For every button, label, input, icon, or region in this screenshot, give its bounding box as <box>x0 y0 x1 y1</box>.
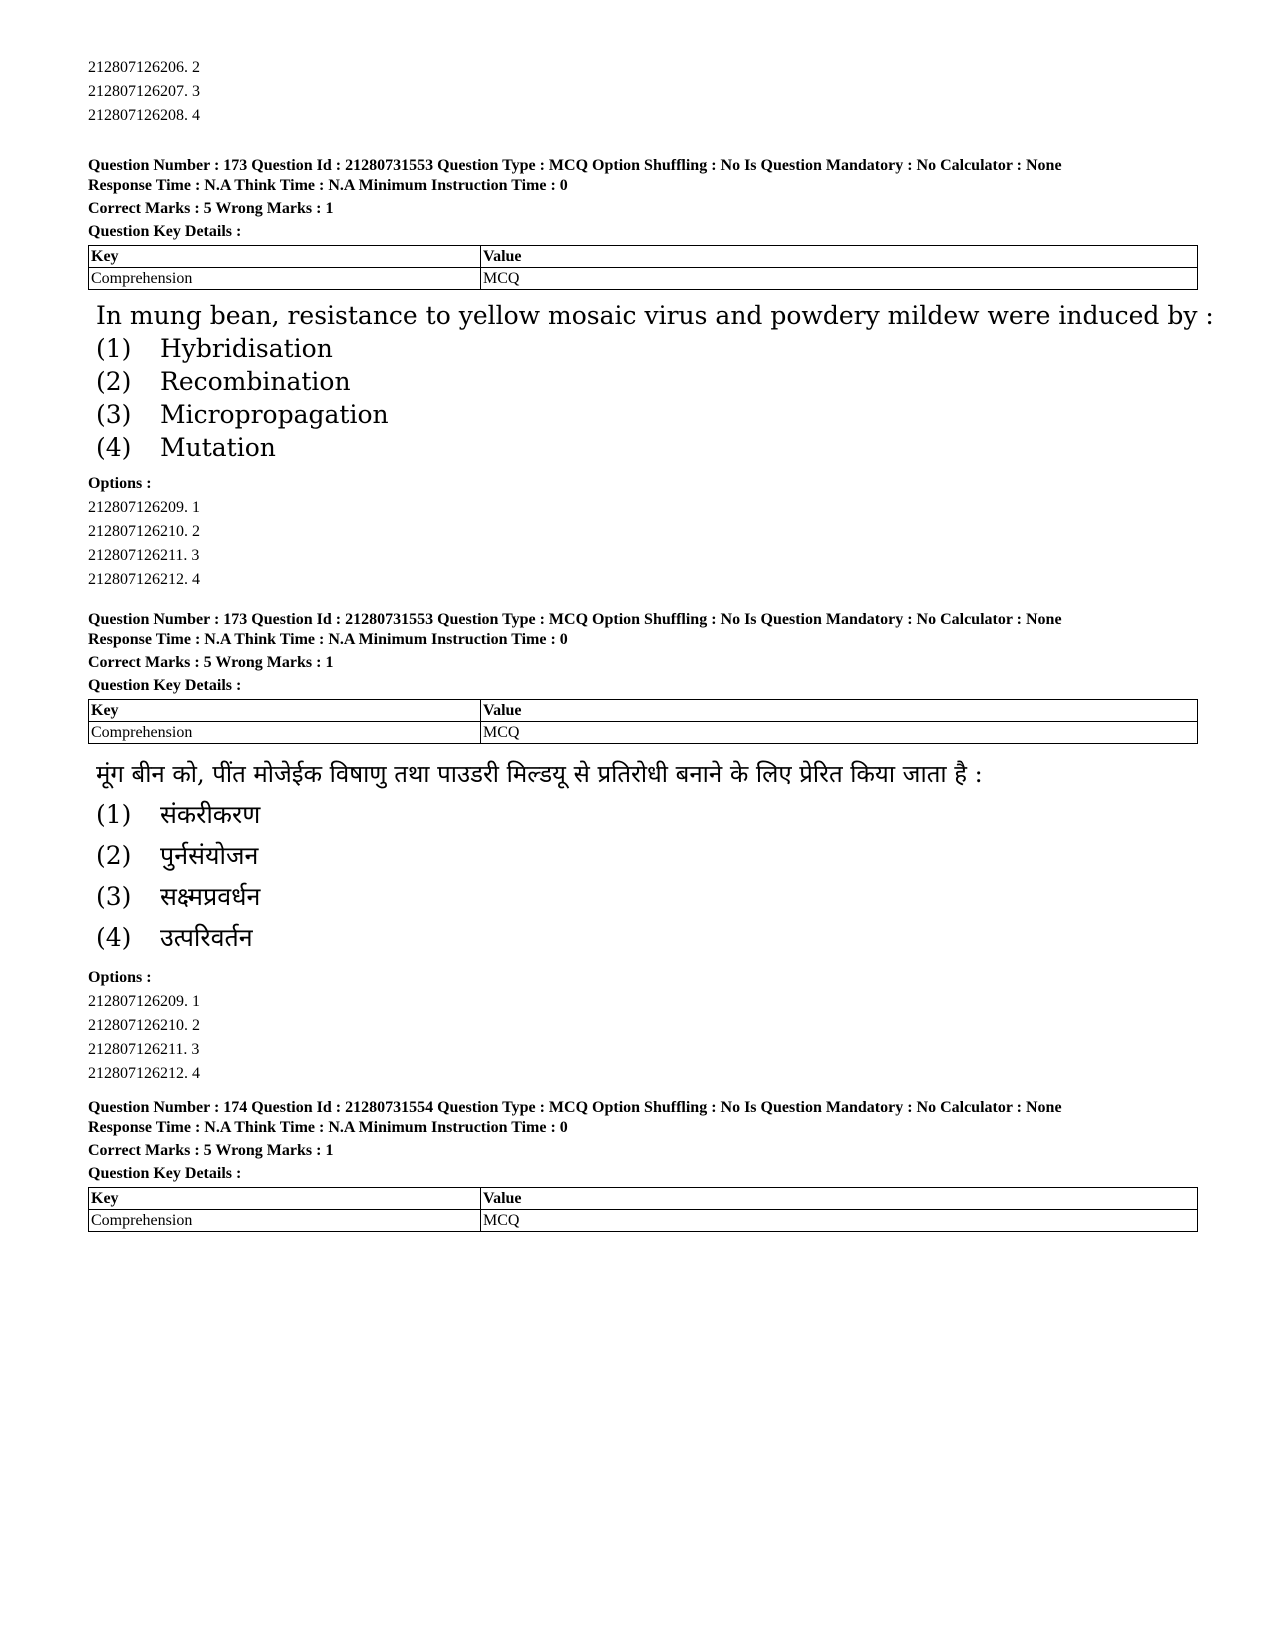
key-cell: Comprehension <box>89 722 481 744</box>
question-meta-line: Question Number : 173 Question Id : 21280731553 Question Type : MCQ Option Shuffling : No Is Question Mandatory : No Calculator : None <box>88 611 1062 628</box>
top-options-list <box>88 56 1198 128</box>
question-marks-line: Correct Marks : 5 Wrong Marks : 1 <box>88 654 334 671</box>
choice-number: (4) <box>96 433 132 462</box>
choice-number: (4) <box>96 923 132 952</box>
choice-number: (3) <box>96 882 132 911</box>
choice-text: संकरीकरण <box>160 800 261 829</box>
question-text: मूंग बीन को, पींत मोजेईक विषाणु तथा पाउडरी मिल्डयू से प्रतिरोधी बनाने के लिए प्रेरित किया जाता है : <box>96 760 983 788</box>
question-content <box>96 754 1198 958</box>
question-block-173-hindi <box>88 610 1198 1086</box>
option-line: 212807126209. 1 <box>88 499 200 516</box>
question-timing-line: Response Time : N.A Think Time : N.A Minimum Instruction Time : 0 <box>88 631 568 648</box>
option-line: 212807126210. 2 <box>88 1017 200 1034</box>
option-line: 212807126209. 1 <box>88 993 200 1010</box>
value-cell: MCQ <box>481 1210 1198 1232</box>
key-details-table <box>88 245 1198 290</box>
key-header-cell: Key <box>89 246 481 268</box>
question-text: In mung bean, resistance to yellow mosaic virus and powdery mildew were induced by : <box>96 301 1214 330</box>
key-details-table <box>88 1187 1198 1232</box>
value-header-cell: Value <box>481 1188 1198 1210</box>
option-line: 212807126207. 3 <box>88 83 200 100</box>
option-line: 212807126212. 4 <box>88 1065 200 1082</box>
question-meta-line: Question Number : 173 Question Id : 21280731553 Question Type : MCQ Option Shuffling : No Is Question Mandatory : No Calculator : None <box>88 157 1062 174</box>
choice-row <box>96 835 1198 876</box>
key-cell: Comprehension <box>89 1210 481 1232</box>
choice-number: (3) <box>96 400 132 429</box>
key-details-label: Question Key Details : <box>88 223 242 240</box>
value-header-cell: Value <box>481 246 1198 268</box>
choice-row <box>96 365 1198 398</box>
option-line: 212807126211. 3 <box>88 547 200 564</box>
question-block-173-english <box>88 156 1214 592</box>
choice-text: Mutation <box>160 433 276 462</box>
question-timing-line: Response Time : N.A Think Time : N.A Minimum Instruction Time : 0 <box>88 1119 568 1136</box>
option-line: 212807126206. 2 <box>88 59 200 76</box>
key-cell: Comprehension <box>89 268 481 290</box>
choice-row <box>96 794 1198 835</box>
question-marks-line: Correct Marks : 5 Wrong Marks : 1 <box>88 200 334 217</box>
question-meta-line: Question Number : 174 Question Id : 21280731554 Question Type : MCQ Option Shuffling : No Is Question Mandatory : No Calculator : None <box>88 1099 1062 1116</box>
key-details-label: Question Key Details : <box>88 1165 242 1182</box>
option-line: 212807126212. 4 <box>88 571 200 588</box>
options-label: Options : <box>88 475 152 492</box>
choice-row <box>96 332 1198 365</box>
choice-row <box>96 431 1198 464</box>
key-header-cell: Key <box>89 1188 481 1210</box>
option-line: 212807126208. 4 <box>88 107 200 124</box>
option-line: 212807126211. 3 <box>88 1041 200 1058</box>
choice-number: (2) <box>96 841 132 870</box>
choice-number: (1) <box>96 334 132 363</box>
key-details-label: Question Key Details : <box>88 677 242 694</box>
value-cell: MCQ <box>481 268 1198 290</box>
question-timing-line: Response Time : N.A Think Time : N.A Minimum Instruction Time : 0 <box>88 177 568 194</box>
choice-row <box>96 398 1198 431</box>
choice-number: (2) <box>96 367 132 396</box>
choice-text: Hybridisation <box>160 334 333 363</box>
choice-number: (1) <box>96 800 132 829</box>
option-line: 212807126210. 2 <box>88 523 200 540</box>
key-details-table <box>88 699 1198 744</box>
value-header-cell: Value <box>481 700 1198 722</box>
key-header-cell: Key <box>89 700 481 722</box>
choice-row <box>96 876 1198 917</box>
choice-text: Micropropagation <box>160 400 389 429</box>
choice-text: पुर्नसंयोजन <box>160 841 259 870</box>
question-block-174 <box>88 1098 1198 1232</box>
options-label: Options : <box>88 969 152 986</box>
choice-text: Recombination <box>160 367 351 396</box>
value-cell: MCQ <box>481 722 1198 744</box>
choice-text: सक्ष्मप्रवर्धन <box>160 882 261 911</box>
question-marks-line: Correct Marks : 5 Wrong Marks : 1 <box>88 1142 334 1159</box>
choice-text: उत्परिवर्तन <box>160 923 253 952</box>
question-content <box>96 300 1214 464</box>
choice-row <box>96 917 1198 958</box>
